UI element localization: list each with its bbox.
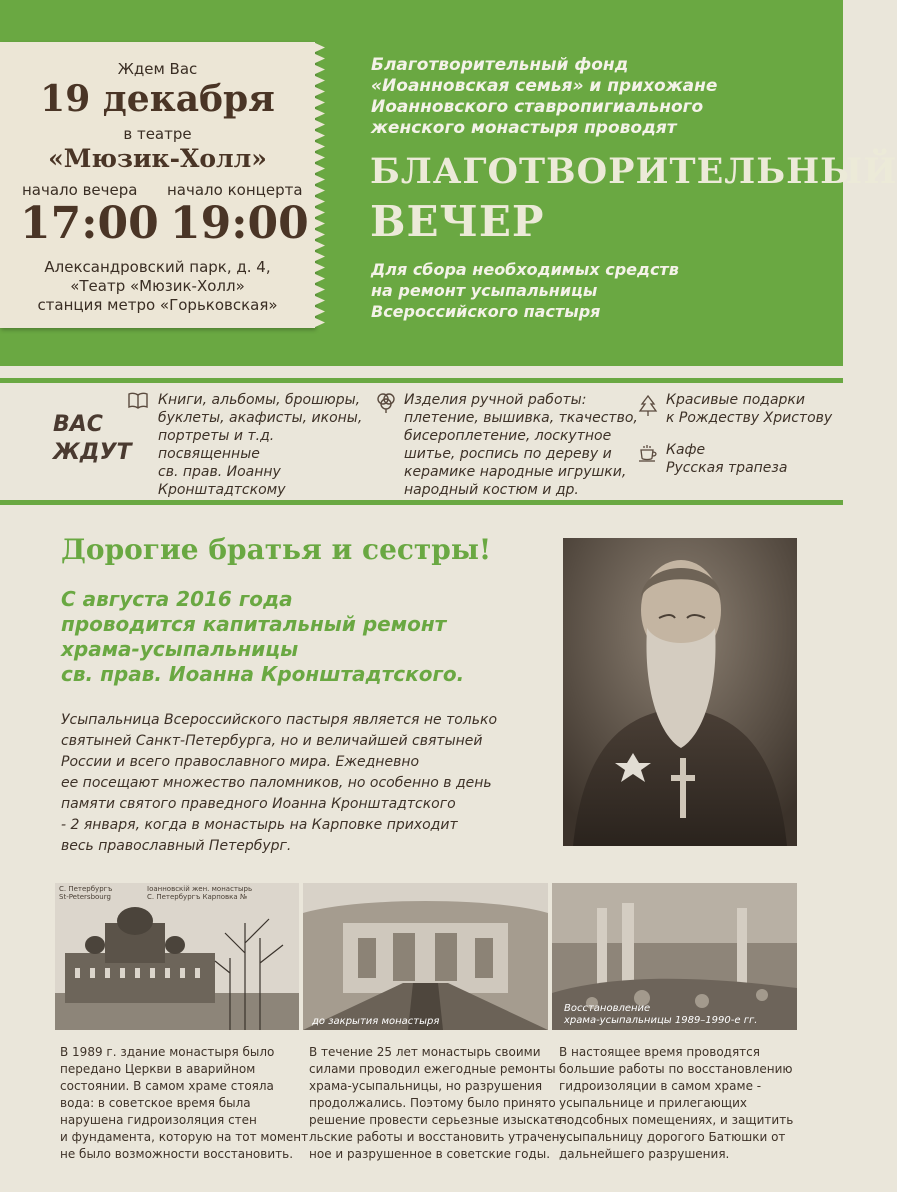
para-line: - 2 января, когда в монастырь на Карповке приходит (61, 817, 458, 833)
address-line: «Театр «Мюзик-Холл» (70, 277, 245, 295)
item-line: Книги, альбомы, брошюры, (158, 392, 361, 408)
address (0, 258, 315, 315)
lead-line: св. прав. Иоанна Кронштадтского. (61, 662, 465, 686)
item-line: шитье, роспись по дереву и (404, 446, 612, 462)
photo-caption-line: храма-усыпальницы 1989–1990-е гг. (564, 1015, 758, 1026)
history-line: решение провести серьезные изыскате- (309, 1113, 567, 1127)
event-title-line2: ВЕЧЕР (370, 197, 545, 246)
history-line: нарушена гидроизоляция стен (60, 1113, 257, 1127)
cafe-icon (638, 443, 658, 463)
history-line: состоянии. В самом храме стояла (60, 1079, 274, 1093)
purpose-line: Всероссийского пастыря (371, 302, 601, 321)
history-line: силами проводил ежегодные ремонты (309, 1062, 556, 1076)
waiting-label-line: ЖДУТ (53, 440, 132, 465)
item-line: плетение, вышивка, ткачество, (404, 410, 638, 426)
waiting-label-line: ВАС (53, 412, 103, 437)
item-line: буклеты, акафисты, иконы, (158, 410, 363, 426)
item-line: св. прав. Иоанну (158, 464, 281, 480)
history-line: усыпальнице и прилегающих (559, 1096, 748, 1110)
lead-line: С августа 2016 года (61, 587, 293, 611)
photo-monastery-postcard (55, 883, 299, 1030)
waiting-item-cafe (666, 441, 787, 477)
in-theatre-text: в театре (123, 125, 192, 143)
purpose-line: на ремонт усыпальницы (371, 281, 598, 300)
photo-caption-line: Восстановление (564, 1003, 651, 1014)
ticket-perforation (313, 42, 327, 328)
address-line: станция метро «Горьковская» (37, 296, 278, 314)
intro-line: женского монастыря проводят (371, 118, 677, 138)
intro-line: Благотворительный фонд (371, 55, 629, 75)
purpose-line: Для сбора необходимых средств (371, 260, 679, 279)
history-text-current (559, 1044, 793, 1163)
portrait-photo (563, 538, 797, 846)
para-line: ее посещают множество паломников, но особенно в день (61, 775, 492, 791)
event-title-line1: БЛАГОТВОРИТЕЛЬНЫЙ (370, 151, 897, 192)
postcard-sign-line: С. Петербургъ Карповка № (147, 893, 248, 901)
concert-time: 19:00 (170, 198, 309, 249)
postcard-sign-left (59, 885, 112, 901)
para-line: весь православный Петербург. (61, 838, 292, 854)
para-line: России и всего православного мира. Ежедневно (61, 754, 420, 770)
waiting-item-books (158, 391, 362, 499)
header-purpose (371, 259, 679, 322)
intro-line: «Иоанновская семья» и прихожане (371, 76, 718, 96)
lead-line: проводится капитальный ремонт (61, 612, 447, 636)
history-line: не было возможности восстановить. (60, 1147, 294, 1161)
header-intro (371, 55, 717, 139)
photo-crypt-before-closing (303, 883, 548, 1030)
christmas-tree-icon (638, 395, 658, 415)
item-line: Русская трапеза (666, 460, 788, 476)
history-line: усыпальницу дорогого Батюшки от (559, 1130, 786, 1144)
postcard-sign-line: С. Петербургъ (59, 885, 113, 893)
history-line: вода: в советское время была (60, 1096, 251, 1110)
para-line: Усыпальница Всероссийского пастыря является не только (61, 712, 498, 728)
item-line: бисероплетение, лоскутное (404, 428, 612, 444)
history-line: подсобных помещениях, и защитить (559, 1113, 794, 1127)
item-line: Красивые подарки (666, 392, 805, 408)
item-line: Кафе (666, 442, 706, 458)
item-line: Кронштадтскому (158, 482, 286, 498)
lead-text (61, 587, 464, 687)
postcard-sign-line: St-Petersbourg (59, 893, 111, 901)
waiting-label (53, 411, 132, 467)
body-paragraph (61, 710, 497, 857)
photo-caption-restoration (564, 1003, 757, 1027)
item-line: народный костюм и др. (404, 482, 579, 498)
item-line: портреты и т.д. (158, 428, 275, 444)
lead-line: храма-усыпальницы (61, 637, 299, 661)
para-line: святыней Санкт-Петербурга, но и величайшей святыней (61, 733, 483, 749)
item-line: к Рождеству Христову (666, 410, 833, 426)
handicraft-icon (375, 391, 395, 411)
history-line: В настоящее время проводятся (559, 1045, 760, 1059)
history-line: дальнейшего разрушения. (559, 1147, 730, 1161)
photo-caption-before: до закрытия монастыря (312, 1016, 440, 1027)
photo-crypt-restoration (552, 883, 797, 1030)
divider-bottom (0, 500, 843, 505)
item-line: Изделия ручной работы: (404, 392, 587, 408)
waiting-item-handicrafts (404, 391, 638, 499)
item-line: керамике народные игрушки, (404, 464, 627, 480)
history-line: гидроизоляции в самом храме - (559, 1079, 762, 1093)
history-line: продолжались. Поэтому было принято (309, 1096, 556, 1110)
theatre-name: «Мюзик-Холл» (48, 144, 267, 173)
item-line: посвященные (158, 446, 260, 462)
event-ticket (0, 42, 315, 328)
postcard-sign-line: Іоанновскій жен. монастырь (147, 885, 253, 893)
concert-start-label: начало концерта (167, 181, 303, 199)
intro-line: Иоанновского ставропигиального (371, 97, 704, 117)
para-line: памяти святого праведного Иоанна Кронштадтского (61, 796, 456, 812)
history-line: льские работы и восстановить утрачен- (309, 1130, 564, 1144)
history-line: ное и разрушенное в советские годы. (309, 1147, 551, 1161)
history-line: и фундамента, которую на тот момент (60, 1130, 309, 1144)
event-date: 19 декабря (40, 78, 275, 120)
history-line: большие работы по восстановлению (559, 1062, 793, 1076)
history-text-1989 (60, 1044, 308, 1163)
evening-start-label: начало вечера (22, 181, 138, 199)
divider-top (0, 378, 843, 383)
history-line: В течение 25 лет монастырь своими (309, 1045, 541, 1059)
address-line: Александровский парк, д. 4, (44, 258, 271, 276)
history-line: В 1989 г. здание монастыря было (60, 1045, 275, 1059)
waiting-item-gifts (666, 391, 832, 427)
greeting-heading: Дорогие братья и сестры! (61, 533, 492, 566)
history-text-25-years (309, 1044, 566, 1163)
postcard-sign-right (147, 885, 252, 901)
waiting-text: Ждем Вас (117, 60, 198, 78)
history-line: храма-усыпальницы, но разрушения (309, 1079, 543, 1093)
book-icon (128, 391, 148, 411)
evening-time: 17:00 (20, 198, 159, 249)
history-line: передано Церкви в аварийном (60, 1062, 256, 1076)
